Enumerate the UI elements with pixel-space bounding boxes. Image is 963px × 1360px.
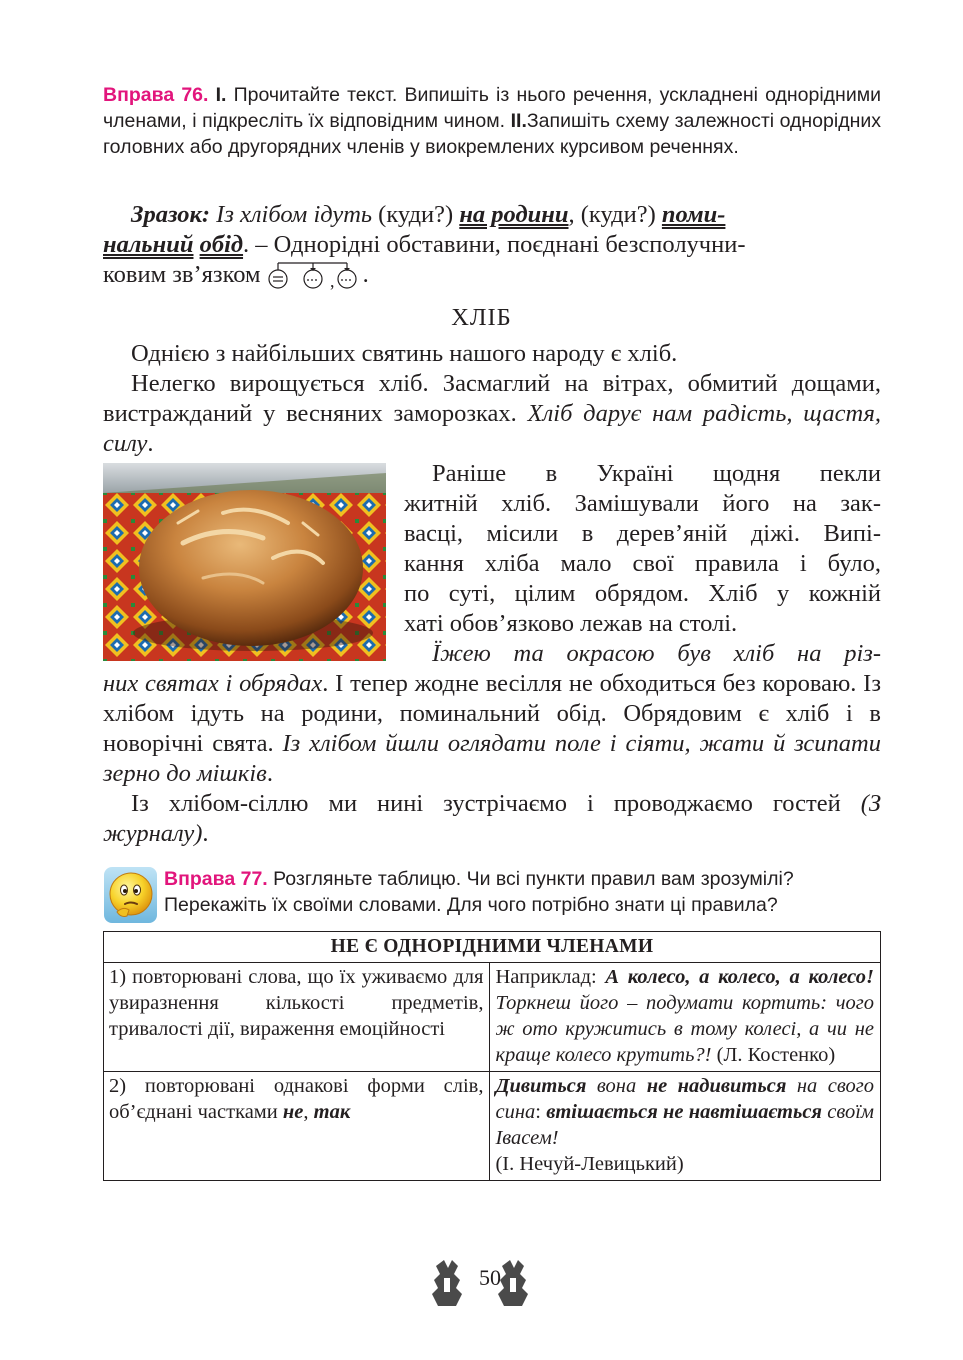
part-two-marker: ІІ.	[510, 110, 527, 132]
table-header-row	[104, 932, 881, 963]
example-2-italic-2: на свого сина	[495, 1075, 874, 1123]
story-wrap-line-6: хаті обов’язково лежав на столі.	[404, 610, 738, 637]
sample-question-2: , (куди?)	[568, 201, 662, 228]
example-2-bold-2: не надивиться	[646, 1075, 787, 1097]
sample-word-2b: нальний	[103, 231, 194, 258]
rule-2-particle-tak: так	[313, 1101, 351, 1123]
sample-word-1: на родини	[459, 201, 569, 228]
rule-2-comma: ,	[303, 1101, 314, 1123]
example-2-bold-3: втішається не навтішається	[546, 1101, 822, 1123]
story-wrap-line-4: кання хліба мало свої правила і було,	[404, 550, 881, 577]
rule-2-text: 2) повторювані однакові форми слів, об’єднані частками	[109, 1075, 484, 1123]
exercise-76-text-1: Прочитайте текст. Випишіть із нього речення, ускладнені однорідними членами, і підкресліть їх відповідним чином.	[103, 84, 882, 132]
example-2-bold-1: Дивиться	[495, 1075, 587, 1097]
story-paragraph-5-text: Із хлібом-сіллю ми нині зустрічаємо і проводжаємо гостей	[131, 790, 861, 817]
example-2-author: (І. Нечуй-Левицький)	[495, 1153, 684, 1175]
story-wrap-line-3: васці, місили в дерев’яній діжі. Випі-	[404, 520, 881, 547]
bread-image-icon	[103, 463, 386, 661]
story-paragraph-2-end: .	[147, 430, 154, 457]
story-italic-continuation: них святах і обрядах	[103, 670, 323, 697]
exercise-76-text-2: Запишіть схему залежності однорідних головних або другорядних членів у виокремлених курсивом реченнях.	[103, 110, 881, 158]
sample-explanation: . – Однорідні обставини, поєднані безсполучни-	[243, 231, 746, 258]
example-1-italic: Торкнеш його – подумати кортить: чого ж ото кружитись в тому колесі, а чи не краще колесо крутить?!	[495, 992, 874, 1066]
story-paragraph-5-end: .	[202, 820, 209, 847]
exercise-77-label: Вправа 77.	[164, 868, 268, 890]
story-paragraph-4-text: . І тепер жодне весілля не обходиться без короваю. Із хлібом ідуть на родини, поминальний обід. Обрядовим є хліб і в новорічні свята.	[103, 670, 882, 757]
example-1-prefix: Наприклад:	[495, 966, 606, 988]
svg-text:,: ,	[329, 271, 335, 292]
table-header: НЕ Є ОДНОРІДНИМИ ЧЛЕНАМИ	[104, 932, 881, 963]
story-wrap-line-7: Їжею та окрасою був хліб на різ-	[432, 640, 881, 667]
sample-sentence-start: Із хлібом ідуть	[210, 201, 373, 228]
rule-2-cell	[104, 1072, 490, 1181]
exercise-76-task	[103, 82, 881, 160]
sample-label: Зразок:	[131, 201, 211, 228]
rules-table	[103, 931, 881, 1181]
example-1-cell	[490, 963, 881, 1072]
story-paragraph-3	[404, 459, 881, 669]
example-2-italic-3: своїм Івасем!	[495, 1101, 874, 1149]
sample-word-3: обід	[199, 231, 244, 258]
story-paragraph-4	[103, 669, 881, 789]
sample-end: .	[362, 261, 369, 288]
example-2-cell	[490, 1072, 881, 1181]
story-paragraph-2	[103, 369, 881, 459]
story-source: (З журналу)	[103, 790, 881, 847]
story-paragraph-1: Однією з найбільших святинь нашого народу є хліб.	[131, 340, 678, 367]
story-intro	[103, 339, 881, 459]
example-2-italic-1: вона	[586, 1075, 647, 1097]
example-1-bold: А колесо, а колесо, а колесо!	[605, 966, 874, 988]
sample-block	[103, 200, 881, 291]
story-wrap-line-2: житній хліб. Замішували його на зак-	[404, 490, 881, 517]
table-row	[104, 1072, 881, 1181]
thinking-smiley-icon	[103, 866, 158, 924]
story-italic-sentence-1: Хліб дарує нам радість, щастя, силу	[103, 400, 881, 457]
sample-explanation-2: ковим зв’язком	[103, 261, 261, 288]
table-row	[104, 963, 881, 1072]
exercise-76-label: Вправа 76.	[103, 84, 209, 106]
story-title: ХЛІБ	[451, 304, 512, 331]
story-paragraph-2-text: Нелегко вирощується хліб. Засмаглий на вітрах, обмитий дощами, вистражданий у весняних заморозках.	[103, 370, 881, 427]
story-paragraph-4-end: .	[266, 760, 273, 787]
story-italic-sentence-3: Із хлібом йшли оглядати поле і сіяти, жати й зсипати зерно до мішків	[103, 730, 882, 787]
sample-question-1: (куди?)	[372, 201, 460, 228]
example-2-colon: :	[535, 1101, 547, 1123]
dependency-scheme-icon	[267, 261, 363, 291]
exercise-77-task	[164, 866, 884, 918]
sample-word-2a: поми-	[661, 201, 726, 228]
story-continuation	[103, 669, 881, 849]
part-one-marker: І.	[215, 84, 227, 106]
rule-2-particle-ne: не	[282, 1101, 304, 1123]
example-1-author: (Л. Костенко)	[711, 1044, 836, 1066]
bread-photo	[103, 463, 386, 661]
story-paragraph-5	[103, 789, 881, 849]
story-wrap-line-1: Раніше в Україні щодня пекли	[432, 460, 881, 487]
exercise-77-text: Розгляньте таблицю. Чи всі пункти правил вам зрозумілі? Перекажіть їх своїми словами. Для чого потрібно знати ці правила?	[164, 868, 794, 916]
story-wrap-line-5: по суті, цілим обрядом. Хліб у кожній	[404, 580, 881, 607]
rule-1-cell: 1) повторювані слова, що їх уживаємо для увиразнення кількості предметів, тривалості дії, вираження емоційності	[104, 963, 490, 1072]
page-number: 50	[479, 1265, 501, 1290]
